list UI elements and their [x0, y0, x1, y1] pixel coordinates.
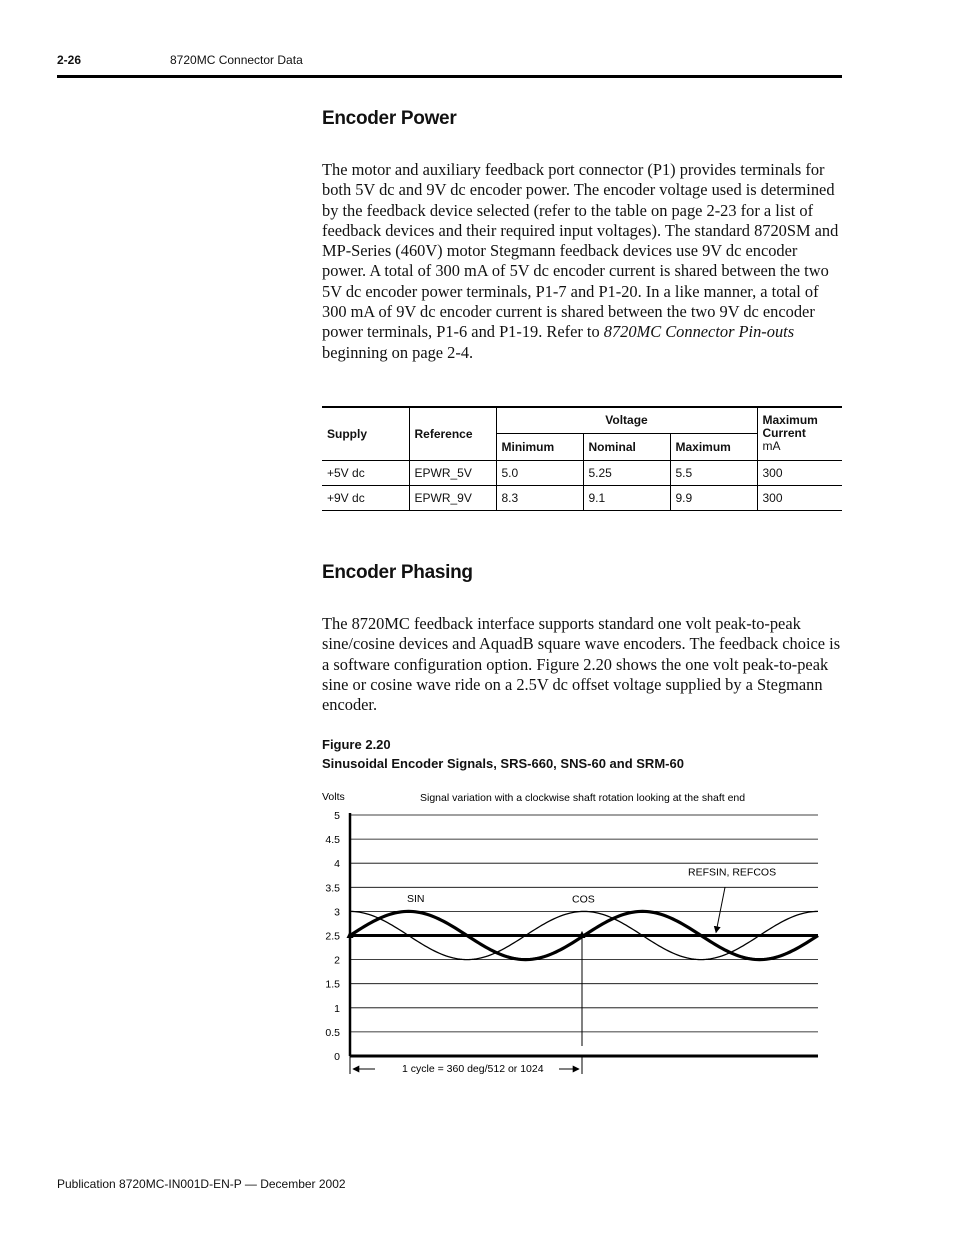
- y-tick-label: 4.5: [325, 834, 340, 847]
- figure-number: Figure 2.20: [322, 737, 391, 752]
- ref-pointer-arrow: [716, 887, 725, 932]
- cell-current: 300: [757, 485, 842, 510]
- header-rule: [57, 75, 842, 78]
- y-tick-label: 4: [334, 858, 340, 871]
- col-maximum: Maximum: [670, 433, 757, 460]
- cell-nominal: 5.25: [583, 460, 670, 485]
- y-tick-label: 0.5: [325, 1026, 340, 1039]
- y-tick-label: 2: [334, 954, 340, 967]
- y-tick-labels: [325, 810, 340, 1063]
- cell-supply: +9V dc: [322, 485, 409, 510]
- encoder-phasing-paragraph: The 8720MC feedback interface supports standard one volt peak-to-peak sine/cosine devices and AquadB square wave encoders. The feedback choice is a software configuration option. Figure 2.20 shows the one volt peak-to-peak sine or cosine wave ride on a 2.5V dc offset voltage supplied by a Stegmann encoder.: [322, 614, 841, 715]
- max-current-label-2: Current: [762, 426, 806, 441]
- encoder-power-text: The motor and auxiliary feedback port connector (P1) provides terminals for both 5V dc and 9V dc encoder power. The encoder voltage used is determined by the feedback device selected (refer to the table on page 2-23 for a list of feedback devices and their required input voltages). The standard 8720SM and MP-Series (460V) motor Stegmann feedback devices use 9V dc encoder power. A total of 300 mA of 5V dc encoder current is shared between the two 5V dc encoder power terminals, P1-7 and P1-20. In a like manner, a total of 300 mA of 9V dc encoder current is shared between the two 9V dc encoder power terminals, P1-6 and P1-19. Refer to: [322, 160, 839, 342]
- col-reference: Reference: [409, 407, 496, 460]
- page-number: 2-26: [57, 53, 82, 67]
- encoder-signal-chart: [310, 783, 830, 1083]
- max-current-unit: mA: [762, 439, 781, 454]
- col-max-current: [757, 407, 842, 460]
- cell-minimum: 8.3: [496, 485, 583, 510]
- encoder-power-table: [322, 406, 842, 511]
- encoder-power-text-end: beginning on page 2-4.: [322, 342, 474, 362]
- cycle-label: 1 cycle = 360 deg/512 or 1024: [402, 1063, 544, 1075]
- y-tick-label: 2.5: [325, 930, 340, 943]
- col-minimum: Minimum: [496, 433, 583, 460]
- y-tick-label: 3.5: [325, 882, 340, 895]
- y-tick-label: 0: [334, 1051, 340, 1063]
- table-row: [322, 460, 842, 485]
- col-supply: Supply: [322, 407, 409, 460]
- sin-label: SIN: [407, 892, 425, 905]
- y-tick-label: 1.5: [325, 978, 340, 991]
- cell-minimum: 5.0: [496, 460, 583, 485]
- y-axis-label: Volts: [322, 791, 345, 803]
- col-nominal: Nominal: [583, 433, 670, 460]
- cos-label: COS: [572, 893, 595, 906]
- encoder-power-heading: Encoder Power: [322, 108, 457, 129]
- table-row: [322, 485, 842, 510]
- encoder-power-paragraph: [322, 160, 844, 363]
- cell-supply: +5V dc: [322, 460, 409, 485]
- cell-maximum: 5.5: [670, 460, 757, 485]
- footer-publication: Publication 8720MC-IN001D-EN-P — December 2002: [57, 1177, 346, 1191]
- running-header-title: 8720MC Connector Data: [170, 53, 303, 67]
- col-voltage: Voltage: [496, 407, 757, 433]
- cell-reference: EPWR_5V: [409, 460, 496, 485]
- max-current-label-1: Maximum: [762, 413, 818, 428]
- cell-reference: EPWR_9V: [409, 485, 496, 510]
- y-tick-label: 5: [334, 810, 340, 822]
- cell-maximum: 9.9: [670, 485, 757, 510]
- cell-current: 300: [757, 460, 842, 485]
- cell-nominal: 9.1: [583, 485, 670, 510]
- chart-series: [350, 911, 818, 959]
- pinouts-reference: 8720MC Connector Pin-outs: [603, 322, 795, 342]
- y-tick-label: 3: [334, 906, 340, 919]
- y-tick-label: 1: [334, 1002, 340, 1015]
- encoder-phasing-heading: Encoder Phasing: [322, 562, 473, 583]
- ref-label: REFSIN, REFCOS: [688, 866, 777, 879]
- figure-caption: Sinusoidal Encoder Signals, SRS-660, SNS-60 and SRM-60: [322, 756, 684, 771]
- chart-note: Signal variation with a clockwise shaft rotation looking at the shaft end: [420, 792, 746, 804]
